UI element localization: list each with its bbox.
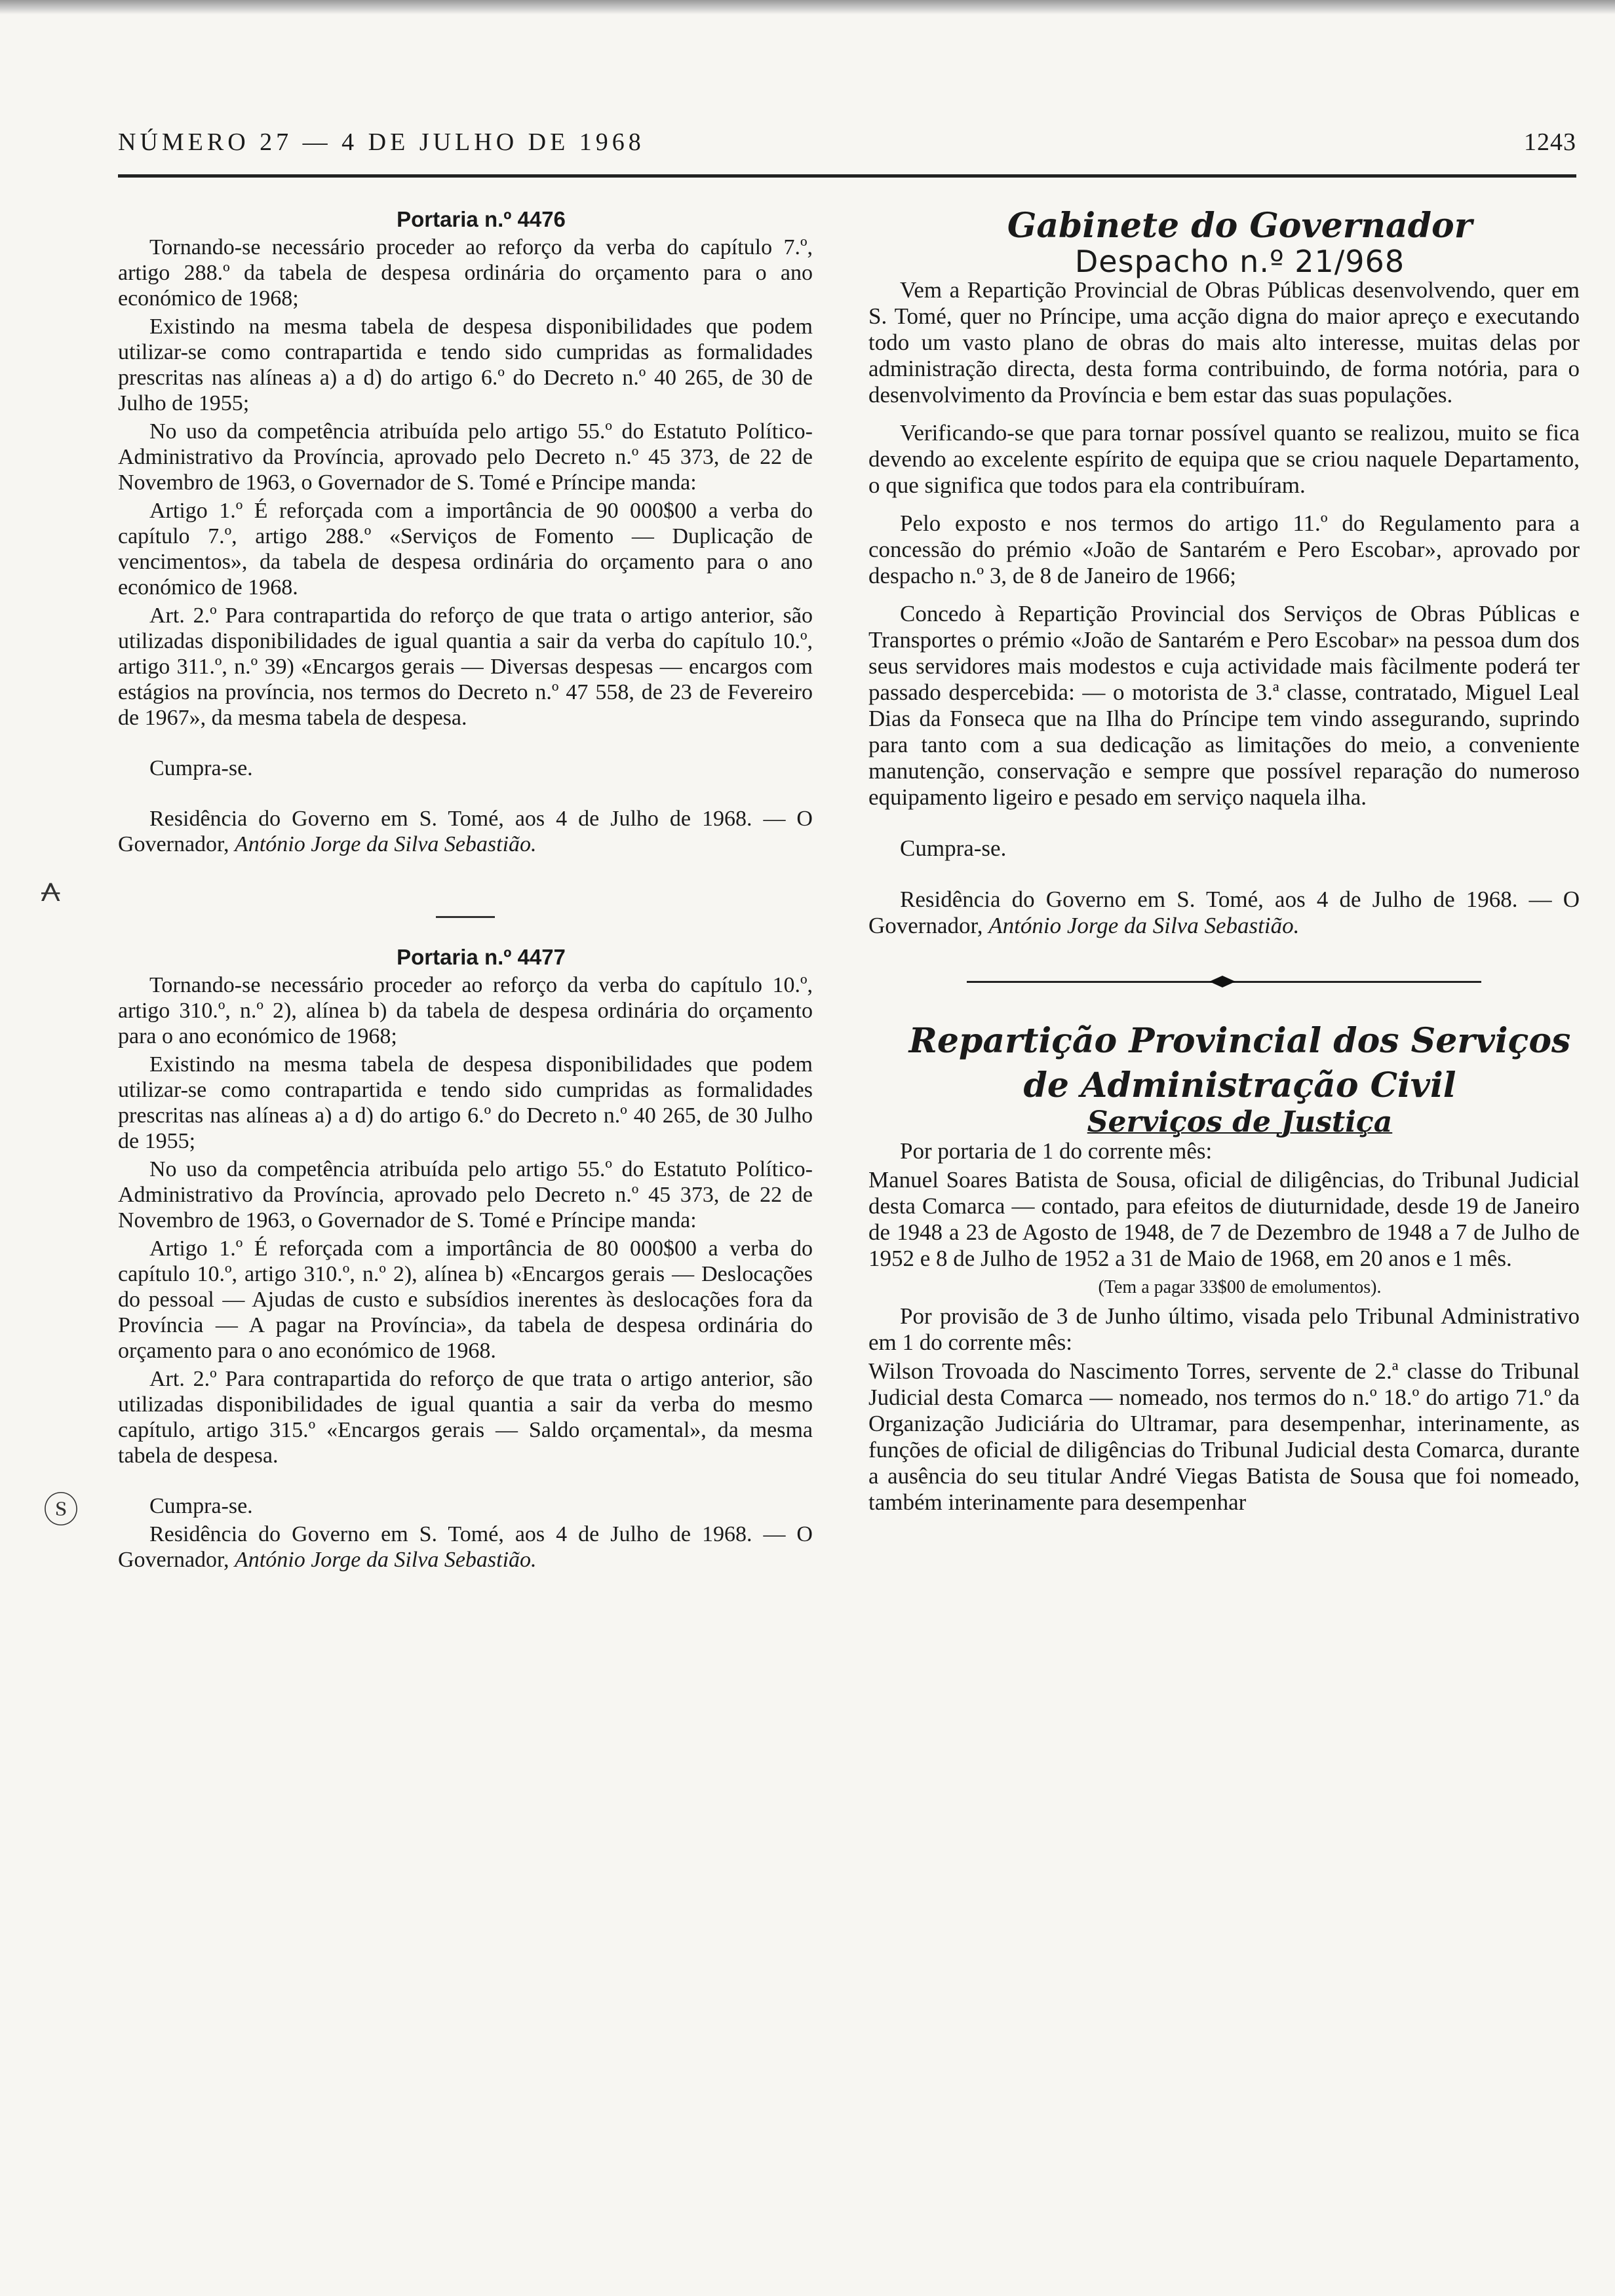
signature	[118, 1521, 813, 1573]
subsection-title: Serviços de Justiça	[1087, 1105, 1393, 1139]
emolument-note: (Tem a pagar 33$00 de emolumentos).	[1098, 1277, 1382, 1297]
margin-annotation-icon: ⓢ	[43, 1489, 79, 1531]
governor-name: António Jorge da Silva Sebastião.	[235, 832, 537, 856]
right-column	[868, 206, 1580, 1518]
margin-annotation-icon: ⩜	[41, 868, 61, 909]
paragraph: Verificando-se que para tornar possível quanto se realizou, muito se fica devendo ao excelente espírito de equipa que se criou naquele Departamento, o que significa que todos para ela contribuíram.	[868, 420, 1580, 498]
signature-text: Residência do Governo em S. Tomé, aos 4 de Julho de 1968. — O Governador,	[118, 1522, 813, 1572]
paragraph: No uso da competência atribuída pelo artigo 55.º do Estatuto Político-Administrativo da Província, aprovado pelo Decreto n.º 45 373, de 22 de Novembro de 1963, o Governador de S. Tomé e Príncipe manda:	[118, 419, 813, 495]
paragraph: Tornando-se necessário proceder ao reforço da verba do capítulo 7.º, artigo 288.º da tabela de despesa ordinária do orçamento para o ano económico de 1968;	[118, 235, 813, 311]
paragraph: Existindo na mesma tabela de despesa disponibilidades que podem utilizar-se como contrapartida e tendo sido cumpridas as formalidades prescritas nas alíneas a) a d) do artigo 6.º do Decreto n.º 40 265, de 30 de Julho de 1955;	[118, 315, 813, 415]
signature-text: Residência do Governo em S. Tomé, aos 4 de Julho de 1968. — O Governador,	[118, 807, 813, 856]
gabinete-section	[868, 206, 1580, 939]
scan-edge	[0, 0, 1615, 14]
despacho-heading: Despacho n.º 21/968	[1074, 244, 1405, 279]
section-title-line2: de Administração Civil	[1023, 1065, 1456, 1105]
paragraph: No uso da competência atribuída pelo artigo 55.º do Estatuto Político-Administrativo da Província, aprovado pelo Decreto n.º 45 373, de 22 de Novembro de 1963, o Governador de S. Tomé e Príncipe manda:	[118, 1157, 813, 1233]
portaria-4477	[118, 944, 813, 1573]
paragraph: Wilson Trovoada do Nascimento Torres, servente de 2.ª classe do Tribunal Judicial desta Comarca — nomeado, nos termos do n.º 18.º do artigo 71.º da Organização Judiciária do Ultramar, para desempenhar, interinamente, as funções de oficial de diligências do Tribunal Judicial desta Comarca, durante a ausência do seu titular André Viegas Batista de Sousa que foi nomeado, também interinamente para desempenhar	[868, 1358, 1580, 1515]
paragraph: Art. 2.º Para contrapartida do reforço de que trata o artigo anterior, são utilizadas disponibilidades de igual quantia a sair da verba do capítulo 10.º, artigo 311.º, n.º 39) «Encargos gerais — Diversas despesas — encargos com estágios na província, nos termos do Decreto n.º 47 558, de 23 de Fevereiro de 1967», da mesma tabela de despesa.	[118, 603, 813, 730]
portaria-4476	[118, 206, 813, 857]
left-column	[118, 206, 813, 1575]
paragraph: Artigo 1.º É reforçada com a importância de 90 000$00 a verba do capítulo 7.º, artigo 288.º «Serviços de Fomento — Duplicação de vencimentos», da tabela de despesa ordinária do orçamento para o ano económico de 1968.	[118, 499, 813, 600]
paragraph: Manuel Soares Batista de Sousa, oficial de diligências, do Tribunal Judicial desta Comarca — contado, para efeitos de diuturnidade, desde 19 de Janeiro de 1948 a 23 de Agosto de 1948, de 7 de Dezembro de 1948 a 7 de Julho de 1952 e 8 de Julho de 1952 a 31 de Maio de 1968, em 20 anos e 1 mês.	[868, 1167, 1580, 1271]
paragraph: Concedo à Repartição Provincial dos Serviços de Obras Públicas e Transportes o prémio «João de Santarém e Pero Escobar» na pessoa dum dos seus servidores mais modestos e cuja actividade mais fàcilmente poderá ter passado despercebida: — o motorista de 3.ª classe, contratado, Miguel Leal Dias da Fonseca que na Ilha do Príncipe tem vindo assegurando, suprindo para tanto com a sua dedicação as limitações do meio, a conveniente manutenção, conservação e sempre que possível reparação do numeroso equipamento ligeiro e pesado em serviço naquela ilha.	[868, 601, 1580, 810]
portaria-heading: Portaria n.º 4477	[397, 945, 566, 969]
section-title: Gabinete do Governador	[1007, 206, 1473, 246]
portaria-heading: Portaria n.º 4476	[397, 207, 566, 231]
paragraph: Pelo exposto e nos termos do artigo 11.º do Regulamento para a concessão do prémio «João de Santarém e Pero Escobar», aprovado por despacho n.º 3, de 8 de Janeiro de 1966;	[868, 510, 1580, 588]
cumpra-se: Cumpra-se.	[149, 1494, 253, 1518]
paragraph: Tornando-se necessário proceder ao reforço da verba do capítulo 10.º, artigo 310.º, n.º 2), alínea b) da tabela de despesa ordinária do orçamento para o ano económico de 1968;	[118, 973, 813, 1048]
ornamental-divider	[868, 973, 1580, 990]
paragraph: Vem a Repartição Provincial de Obras Públicas desenvolvendo, quer em S. Tomé, quer no Príncipe, uma acção digna do maior apreço e executando todo um vasto plano de obras do mais alto interesse, muitas delas por administração directa, desta forma contribuindo, de forma notória, para o desenvolvimento da Província e bem estar das suas populações.	[868, 277, 1580, 408]
header-rule	[118, 174, 1576, 178]
diamond-ornament-icon	[1209, 976, 1236, 987]
cumpra-se: Cumpra-se.	[900, 835, 1007, 861]
running-header	[118, 128, 1576, 167]
paragraph: Existindo na mesma tabela de despesa disponibilidades que podem utilizar-se como contrapartida e tendo sido cumpridas as formalidades prescritas nas alíneas a) a d) do artigo 6.º do Decreto n.º 40 265, de 30 Julho de 1955;	[118, 1052, 813, 1153]
signature	[868, 887, 1580, 939]
paragraph: Artigo 1.º É reforçada com a importância de 80 000$00 a verba do capítulo 10.º, artigo 310.º, n.º 2), alínea b) «Encargos gerais — Deslocações do pessoal — Ajudas de custo e subsídios inerentes às deslocações fora da Província — A pagar na Província», da tabela de despesa ordinária do orçamento para o ano económico de 1968.	[118, 1236, 813, 1363]
governor-name: António Jorge da Silva Sebastião.	[988, 913, 1300, 938]
reparticao-section	[868, 1020, 1580, 1516]
signature	[118, 806, 813, 857]
section-title-line1: Repartição Provincial dos Serviços	[908, 1021, 1571, 1061]
intro-line: Por provisão de 3 de Junho último, visada pelo Tribunal Administrativo em 1 do corrente mês:	[868, 1303, 1580, 1355]
signature-text: Residência do Governo em S. Tomé, aos 4 de Julho de 1968. — O Governador,	[868, 887, 1580, 938]
paragraph: Art. 2.º Para contrapartida do reforço de que trata o artigo anterior, são utilizadas disponibilidades de igual quantia a sair da verba do mesmo capítulo, artigo 315.º «Encargos gerais — Saldo orçamental», da mesma tabela de despesa.	[118, 1367, 813, 1468]
page-number: 1243	[1524, 128, 1576, 156]
cumpra-se: Cumpra-se.	[149, 756, 253, 780]
governor-name: António Jorge da Silva Sebastião.	[235, 1548, 537, 1572]
section-divider	[436, 916, 495, 918]
issue-date: NÚMERO 27 — 4 DE JULHO DE 1968	[118, 128, 645, 156]
intro-line: Por portaria de 1 do corrente mês:	[900, 1138, 1213, 1164]
